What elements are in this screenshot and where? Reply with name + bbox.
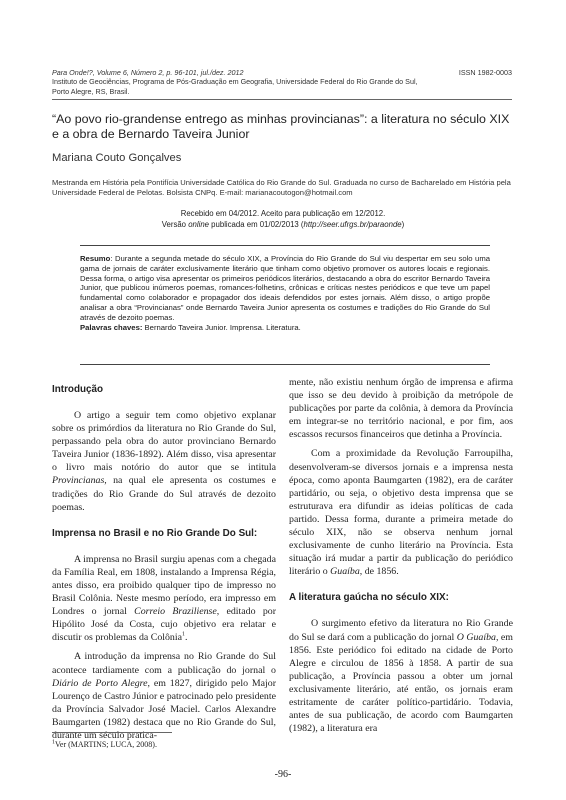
rc3-em: O Guaíba: [456, 631, 496, 643]
left-column: [52, 376, 276, 742]
intro-text-b: , na qual ele apresenta os costumes e tradições do Rio Grande do Sul através de dezoito poemas.: [52, 475, 276, 513]
imp2-text-a: A introdução da imprensa no Rio Grande do Sul acontece tardiamente com a publicação do jornal o: [52, 651, 276, 676]
paragraph-imprensa-1: [52, 553, 276, 645]
rc2-text-b: , de 1856.: [359, 566, 399, 578]
journal-city: Porto Alegre, RS, Brasil.: [52, 86, 130, 96]
imp1-text-b: , editado por Hipólito José da Costa, cujo objetivo era relatar e discutir os problemas da Colônia: [52, 606, 276, 644]
paragraph-farroupilha: [289, 447, 513, 578]
author-name: Mariana Couto Gonçalves: [52, 152, 182, 164]
abstract-top-rule: [80, 245, 490, 246]
imp1-text-a: A imprensa no Brasil surgiu apenas com a chegada da Família Real, em 1808, instalando a Imprensa Régia, antes disso, era proibido qualquer tipo de impresso no Brasil Colônia. Neste mesmo período, era impresso em Londres o jornal: [52, 553, 276, 618]
journal-institute: Instituto de Geociências, Programa de Pós-Graduação em Geografia, Universidade Federal do Rio Grande do Sul,: [52, 77, 418, 87]
right-column: [289, 376, 513, 735]
rc2-em: Guaíba: [330, 566, 360, 578]
rc3-text-a: O surgimento efetivo da literatura no Rio Grande do Sul se dará com a publicação do jornal: [289, 618, 513, 643]
journal-header: [52, 68, 512, 96]
abstract-text: : Durante a segunda metade do século XIX, a Província do Rio Grande do Sul viu despertar em seu solo uma gama de jornais de caráter exclusivamente literário que tinham como objetivo promover os autores locais e regionais. Dessa forma, o artigo visa apresentar os primeiros periódicos literários, destacando a obra do escritor Bernardo Taveira Junior, que publicou inúmeros poemas, romances-folhetins, crônicas e críticas nestes periódicos e que teve um papel fundamental como colaborador e propagador dos ideais defendidos por estes jornais. Além disso, o artigo propõe analisar a obra “Provincianas” onde Bernardo Taveira Junior apresenta os costumes e tradições do Rio Grande do Sul através de dezoito poemas.: [80, 254, 490, 322]
section-heading-introducao: Introdução: [52, 384, 104, 395]
journal-citation: Para Onde!?, Volume 6, Número 2, p. 96-101, jul./dez. 2012: [52, 68, 244, 77]
journal-url-link[interactable]: http://seer.ufrgs.br/paraonde: [303, 220, 402, 229]
imp1-text-c: .: [185, 632, 188, 644]
section-heading-literatura: A literatura gaúcha no século XIX:: [289, 592, 449, 604]
intro-text-a: O artigo a seguir tem como objetivo explanar sobre os primórdios da literatura no Rio Grande do Sul, perpassando pela obra do autor provinciano Bernardo Taveira Junior (1836-1892). Além disso, visa apresentar o livro mais notório do autor que se intitula: [52, 410, 276, 474]
received-line: Recebido em 04/2012. Aceito para publicação em 12/2012.: [180, 209, 386, 218]
issn: ISSN 1982-0003: [458, 68, 512, 77]
paragraph-intro: [52, 409, 276, 514]
paragraph-literatura: [289, 617, 513, 735]
section-heading-imprensa: Imprensa no Brasil e no Rio Grande Do Sul:: [52, 527, 258, 539]
rc3-text-b: , em 1856. Este periódico foi editado na cidade de Porto Alegre e circulou de 1856 à 1858. A partir de sua publicação, a Província passou a obter um jornal exclusivamente literário, até então, os jornais eram estritamente de caráter político-partidário. Todavia, antes de sua publicação, de acordo com Baumgarten (1982), a literatura era: [289, 631, 513, 735]
page-number: -96-: [274, 769, 292, 780]
footnote-text: Ver (MARTINS; LUCA, 2008).: [55, 740, 157, 749]
publication-dates: [52, 208, 514, 230]
abstract-label: Resumo: [80, 254, 111, 263]
imp2-em: Diário de Porto Alegre: [52, 677, 148, 689]
rc2-text-a: Com a proximidade da Revolução Farroupilha, desenvolveram-se diversos jornais e a imprensa nesta época, como aponta Baumgarten (1982), era de caráter partidário, ou seja, o objetivo desta imprensa que se estruturava era difundir as ideias políticas de cada partido. Dessa forma, durante a primeira metade do século XIX, não se observa nenhum jornal exclusivamente de cunho literário na Província. Esta situação irá mudar a partir da publicação do periódico literário o: [289, 448, 513, 578]
abstract-bottom-rule: [80, 364, 490, 365]
paragraph-imprensa-2: [52, 650, 276, 742]
footnote-number: 1: [52, 739, 55, 746]
paragraph-continued: mente, não existiu nenhum órgão de imprensa e afirma que isso se deu devido à proibição da metrópole de publicações por parte da colônia, à demora da Província em integrar-se no território nacional, e por fim, aos escassos recursos financeiros que detinha a Província.: [289, 377, 513, 441]
keywords: Bernardo Taveira Junior. Imprensa. Literatura.: [142, 322, 301, 332]
keywords-label: Palavras chaves:: [80, 322, 143, 332]
online-em: online: [188, 220, 210, 229]
online-line: [52, 219, 514, 230]
header-divider: [52, 99, 512, 100]
online-pre: Versão: [161, 220, 189, 229]
article-title: “Ao povo rio-grandense entrego as minhas provincianas”: a literatura no século XIX e a obra de Bernardo Taveira Junior: [52, 112, 510, 141]
online-post: ): [401, 220, 405, 229]
author-affiliation: Mestranda em História pela Pontifícia Universidade Católica do Rio Grande do Sul. Graduada no curso de Bacharelado em História pela Universidade Federal de Pelotas. Bolsista CNPq. E-mail: marianacoutogon@hotmail.com: [52, 178, 511, 197]
intro-em: Provincianas: [52, 475, 105, 487]
imp2-text-b: , em 1827, dirigido pelo Major Lourenço de Castro Júnior e patrocinado pelo presidente da Província Salvador José Maciel. Carlos Alexandre Baumgarten (1982) destaca que no Rio Grande do Sul, durante um século pratica-: [52, 677, 277, 741]
imp1-em: Correio Braziliense: [134, 606, 217, 618]
footnote: [52, 738, 157, 751]
online-mid: publicada em 01/02/2013 (: [209, 220, 304, 229]
abstract: [80, 254, 490, 332]
footnote-divider: [52, 732, 172, 733]
footnote-ref[interactable]: 1: [182, 632, 185, 639]
